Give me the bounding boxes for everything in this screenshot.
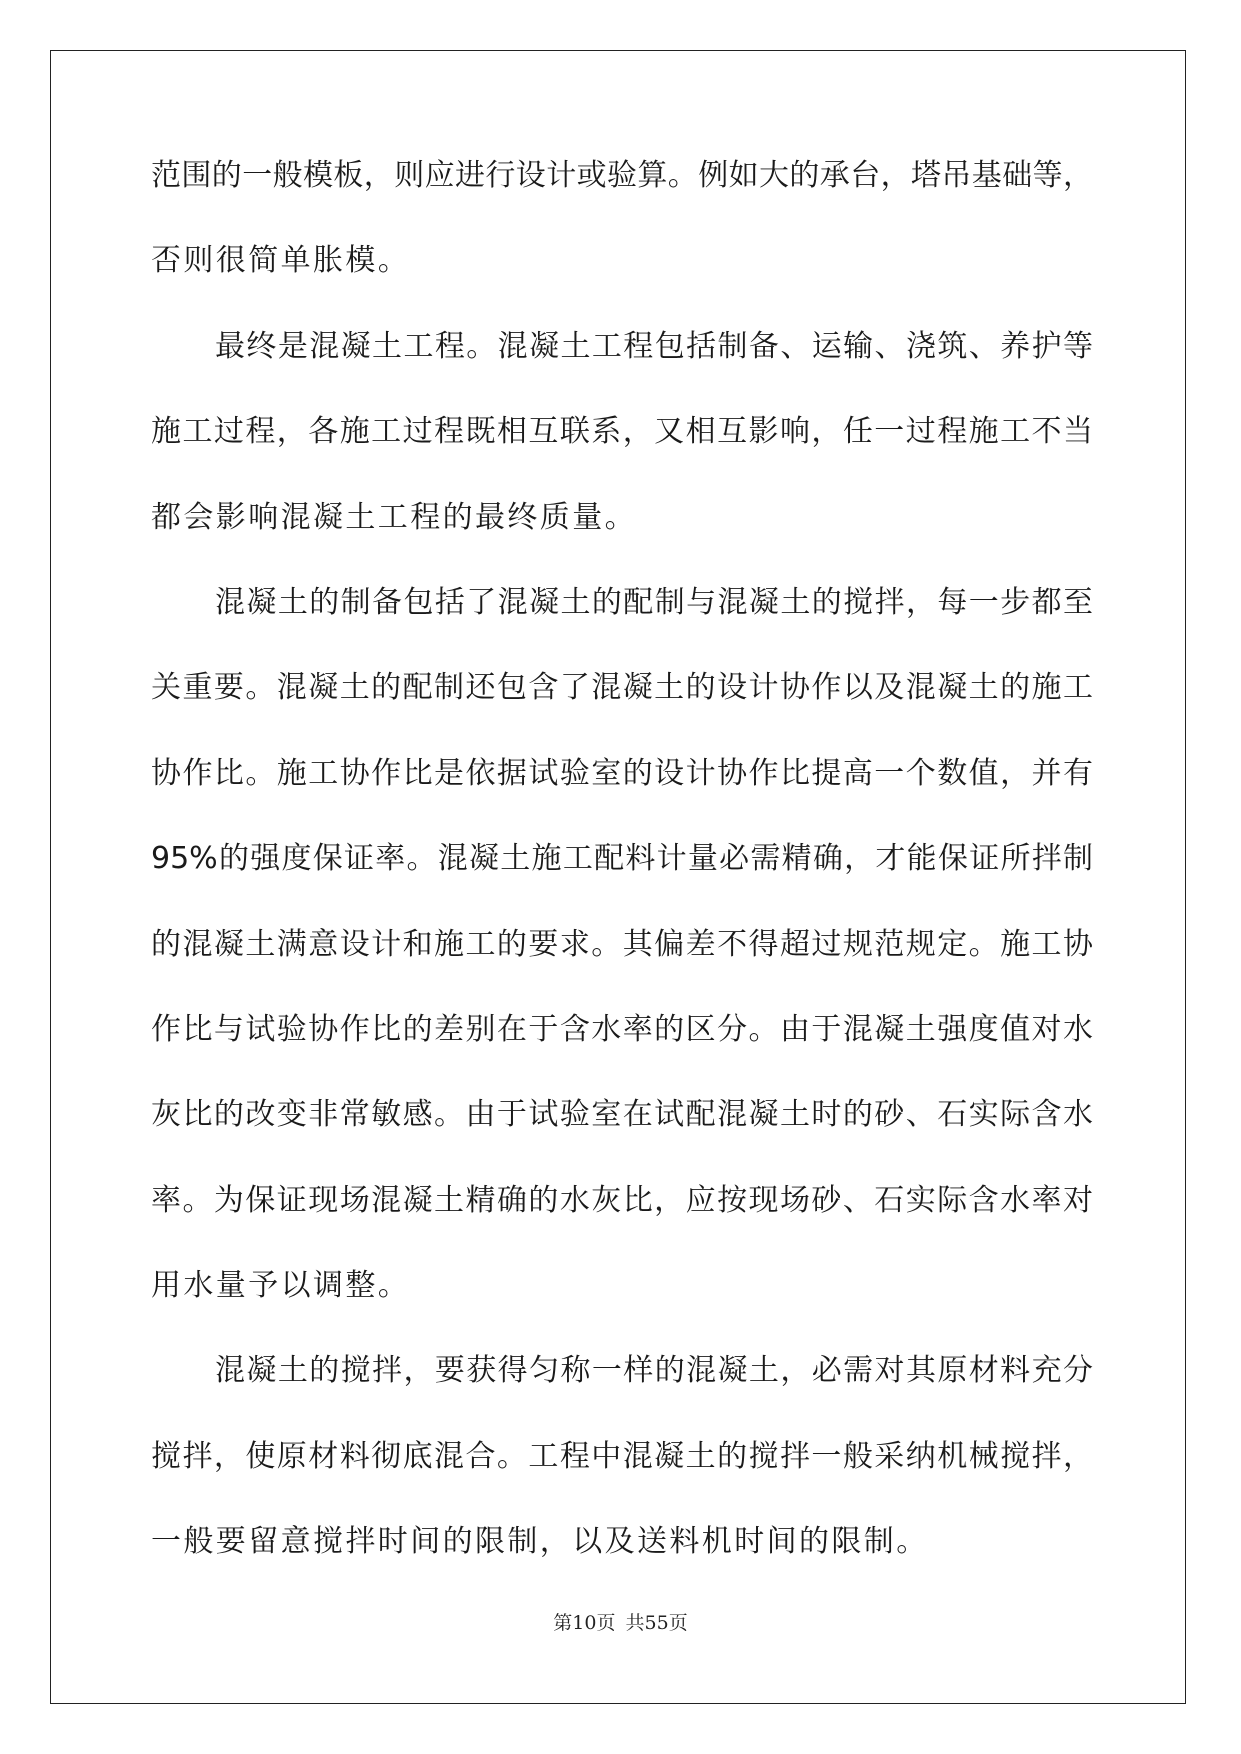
text-line: 的混凝土满意设计和施工的要求。其偏差不得超过规范规定。施工协 <box>151 926 1093 962</box>
text-line: 否则很简单胀模。 <box>151 243 411 279</box>
text-line: 搅拌，使原材料彻底混合。工程中混凝土的搅拌一般采纳机械搅拌， <box>151 1438 1093 1474</box>
text-line: 率。为保证现场混凝土精确的水灰比，应按现场砂、石实际含水率对 <box>151 1182 1093 1218</box>
text-line: 施工过程，各施工过程既相互联系，又相互影响，任一过程施工不当 <box>151 414 1093 450</box>
document-body <box>151 158 1093 1613</box>
text-line: 用水量予以调整。 <box>151 1268 411 1304</box>
page-footer <box>0 1608 1241 1635</box>
text-line: 作比与试验协作比的差别在于含水率的区分。由于混凝土强度值对水 <box>151 1011 1093 1047</box>
page-total: 共55页 <box>625 1612 688 1634</box>
text-line: 灰比的改变非常敏感。由于试验室在试配混凝土时的砂、石实际含水 <box>151 1097 1093 1133</box>
text-line: 一般要留意搅拌时间的限制，以及送料机时间的限制。 <box>151 1524 929 1560</box>
text-line: 协作比。施工协作比是依据试验室的设计协作比提高一个数值，并有 <box>151 755 1093 791</box>
text-line: 混凝土的制备包括了混凝土的配制与混凝土的搅拌，每一步都至 <box>215 584 1093 620</box>
text-line: 都会影响混凝土工程的最终质量。 <box>151 499 637 535</box>
text-line: 关重要。混凝土的配制还包含了混凝土的设计协作以及混凝土的施工 <box>151 670 1093 706</box>
text-line: 混凝土的搅拌，要获得匀称一样的混凝土，必需对其原材料充分 <box>215 1353 1093 1389</box>
text-line: 最终是混凝土工程。混凝土工程包括制备、运输、浇筑、养护等 <box>215 328 1093 364</box>
text-line: 95%的强度保证率。混凝土施工配料计量必需精确，才能保证所拌制 <box>151 841 1093 877</box>
page-number: 第10页 <box>553 1612 616 1634</box>
text-line: 范围的一般模板，则应进行设计或验算。例如大的承台，塔吊基础等， <box>151 158 1093 193</box>
